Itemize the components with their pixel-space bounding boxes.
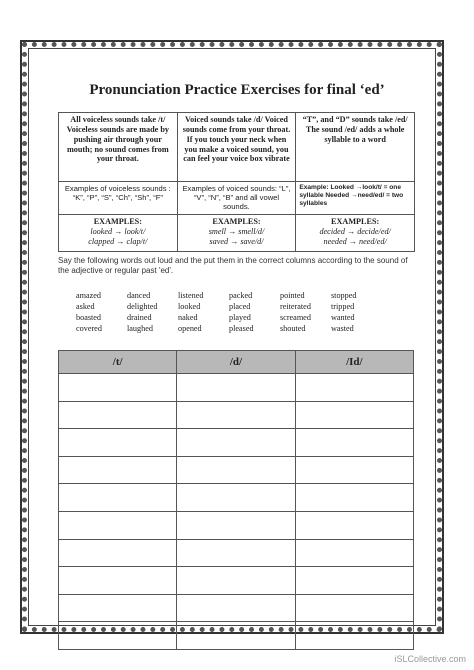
rules-examples-row (59, 182, 415, 215)
answer-cell[interactable] (59, 374, 177, 402)
example-words-row (59, 227, 415, 252)
column-header-d: /d/ (177, 351, 295, 374)
answer-cell[interactable] (59, 401, 177, 429)
word-item: danced (127, 291, 151, 300)
answer-cell[interactable] (59, 484, 177, 512)
answer-cell[interactable] (295, 401, 413, 429)
column-header-t: /t/ (59, 351, 177, 374)
sorting-row (59, 539, 414, 567)
answer-cell[interactable] (177, 622, 295, 650)
word-item: screamed (280, 313, 311, 322)
answer-cell[interactable] (295, 622, 413, 650)
examples-heading: EXAMPLES: (177, 215, 296, 227)
answer-cell[interactable] (59, 539, 177, 567)
answer-cell[interactable] (177, 429, 295, 457)
word-row (76, 324, 382, 335)
answer-cell[interactable] (177, 567, 295, 595)
answer-cell[interactable] (177, 456, 295, 484)
word-item: drained (127, 313, 152, 322)
word-item: played (229, 313, 251, 322)
voiceless-rule: All voiceless sounds take /t/ Voiceless sounds are made by pushing air through your mouth; no sound comes from your throat. (59, 113, 178, 182)
word-item: reiterated (280, 302, 311, 311)
word-item: amazed (76, 291, 101, 300)
answer-cell[interactable] (295, 484, 413, 512)
word-item: naked (178, 313, 198, 322)
word-item: looked (178, 302, 201, 311)
sorting-row (59, 401, 414, 429)
answer-cell[interactable] (177, 374, 295, 402)
answer-cell[interactable] (59, 511, 177, 539)
example-word: saved → save/d/ (209, 236, 264, 246)
word-bank (76, 291, 382, 335)
answer-cell[interactable] (59, 567, 177, 595)
rules-table (58, 112, 415, 252)
answer-cell[interactable] (177, 539, 295, 567)
word-item: listened (178, 291, 204, 300)
site-watermark: iSLCollective.com (394, 654, 466, 664)
voiceless-examples: Examples of voiceless sounds : “K”, “P”, “S”, “Ch”, “Sh”, “F” (59, 182, 178, 215)
example-word: needed → need/ed/ (323, 236, 387, 246)
exercise-instruction: Say the following words out loud and the put them in the correct columns according to the sound of the adjective or regular past 'ed'. (58, 256, 408, 276)
example-word: decided → decide/ed/ (319, 226, 391, 236)
sorting-header-row (59, 351, 414, 374)
examples-heading-row (59, 215, 415, 227)
answer-cell[interactable] (59, 456, 177, 484)
voiced-rule: Voiced sounds take /d/ Voiced sounds come from your throat. If you touch your neck when you make a voiced sound, you can feel your voice box vibrate (177, 113, 296, 182)
answer-cell[interactable] (295, 511, 413, 539)
word-item: boasted (76, 313, 102, 322)
word-item: pleased (229, 324, 254, 333)
answer-cell[interactable] (59, 594, 177, 622)
voiced-examples: Examples of voiced sounds: “L”, “V”, “N”, “B” and all vowel sounds. (177, 182, 296, 215)
word-item: wasted (331, 324, 354, 333)
word-item: covered (76, 324, 102, 333)
sorting-row (59, 429, 414, 457)
page-title: Pronunciation Practice Exercises for final ‘ed’ (89, 82, 385, 98)
syllable-examples: Example: Looked →look/t/ = one syllable Needed →need/ed/ = two syllables (296, 182, 415, 215)
rules-intro-row (59, 113, 415, 182)
sorting-row (59, 567, 414, 595)
example-words-t (59, 227, 178, 252)
sorting-row (59, 374, 414, 402)
word-row (76, 302, 382, 313)
answer-cell[interactable] (295, 539, 413, 567)
answer-cell[interactable] (59, 429, 177, 457)
sorting-row (59, 622, 414, 650)
answer-cell[interactable] (295, 456, 413, 484)
t-d-rule: “T”, and “D” sounds take /ed/ The sound /ed/ adds a whole syllable to a word (296, 113, 415, 182)
answer-cell[interactable] (59, 622, 177, 650)
answer-cell[interactable] (177, 594, 295, 622)
example-word: looked → look/t/ (90, 226, 146, 236)
answer-cell[interactable] (177, 511, 295, 539)
word-item: laughed (127, 324, 153, 333)
answer-cell[interactable] (295, 594, 413, 622)
answer-cell[interactable] (295, 567, 413, 595)
word-item: delighted (127, 302, 158, 311)
example-words-id (296, 227, 415, 252)
word-item: stopped (331, 291, 357, 300)
word-item: placed (229, 302, 251, 311)
word-row (76, 291, 382, 302)
examples-heading: EXAMPLES: (296, 215, 415, 227)
answer-cell[interactable] (295, 429, 413, 457)
word-item: shouted (280, 324, 306, 333)
example-word: clapped → clap/t/ (88, 236, 148, 246)
answer-cell[interactable] (295, 374, 413, 402)
example-words-d (177, 227, 296, 252)
answer-cell[interactable] (177, 401, 295, 429)
column-header-id: /Id/ (295, 351, 413, 374)
sorting-row (59, 511, 414, 539)
sorting-row (59, 484, 414, 512)
examples-heading: EXAMPLES: (59, 215, 178, 227)
word-item: tripped (331, 302, 355, 311)
example-word: smell → smell/d/ (208, 226, 265, 236)
word-item: wanted (331, 313, 355, 322)
sorting-row (59, 594, 414, 622)
sorting-row (59, 456, 414, 484)
word-item: opened (178, 324, 202, 333)
sorting-table (58, 350, 414, 650)
word-item: asked (76, 302, 95, 311)
word-item: packed (229, 291, 253, 300)
word-row (76, 313, 382, 324)
answer-cell[interactable] (177, 484, 295, 512)
word-item: pointed (280, 291, 305, 300)
